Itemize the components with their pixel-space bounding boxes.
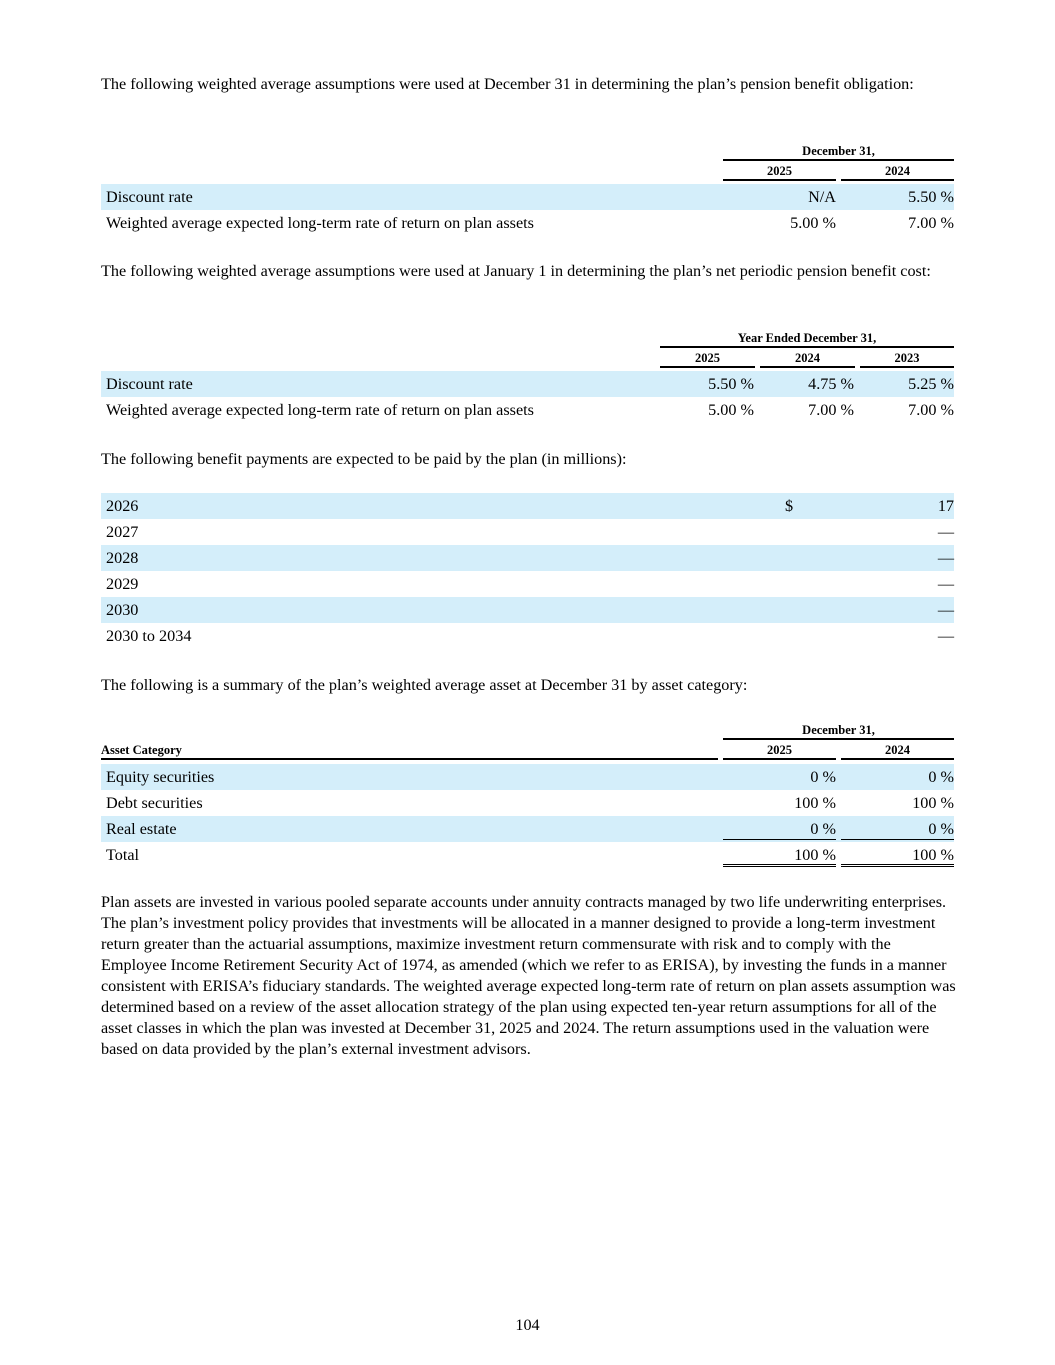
table1-group-header: December 31, [723,143,954,161]
row-label: Total [106,846,140,864]
total-double-rule [723,864,836,867]
subtotal-rule [841,839,954,840]
payment-value: — [937,523,954,541]
table-row [101,371,954,397]
paragraph-cost-assumptions: The following weighted average assumptions were used at January 1 in determining the plan’s net periodic pension benefit cost: [101,262,931,280]
asset-category-table [101,722,954,872]
value-2024: 5.50 % [908,188,954,206]
row-label: Discount rate [106,188,193,206]
value-2024: 7.00 % [908,214,954,232]
obligation-assumptions-table [101,143,954,235]
table-row [101,184,954,210]
paragraph-benefit-payments: The following benefit payments are expected to be paid by the plan (in millions): [101,450,627,468]
table-row [101,493,954,519]
value-2025: N/A [808,188,836,206]
table2-year-header: 2023 [860,350,954,368]
table4-year-header: 2024 [841,742,954,760]
value-2024: 7.00 % [808,401,854,419]
value-2024: 100 % [912,794,954,812]
row-label: 2029 [106,575,139,593]
payment-value: 17 [937,497,954,515]
currency-symbol: $ [785,497,794,515]
row-label: Equity securities [106,768,215,786]
table-row [101,397,954,423]
table2-year-header: 2024 [760,350,855,368]
payment-value: — [937,627,954,645]
paragraph-plan-assets: Plan assets are invested in various pooled separate accounts under annuity contracts managed by two life underwriting enterprises. The plan’s investment policy provides that investments will be allocated in a manner designed to provide a long-term investment return greater than the actuarial assumptions, maximize investment return commensurate with risk and to comply with the Employee Income Retirement Security Act of 1974, as amended (which we refer to as ERISA), by investing the funds in a manner consistent with ERISA’s fiduciary standards. The weighted average expected long-term rate of return on plan assets assumption was determined based on a review of the asset allocation strategy of the plan using expected ten-year return assumptions for all of the asset classes in which the plan was invested at December 31, 2025 and 2024. The return assumptions used in the valuation were based on data provided by the plan’s external investment advisors. [101,893,956,1058]
benefit-payments-table [101,493,954,649]
table-row [101,790,954,816]
page-number: 104 [515,1316,540,1334]
table1-year-header: 2025 [723,163,836,181]
table-row [101,623,954,649]
table2-group-header: Year Ended December 31, [660,330,954,348]
value-2025: 100 % [794,846,836,864]
row-label: Debt securities [106,794,203,812]
row-label: Weighted average expected long-term rate of return on plan assets [106,214,534,232]
row-label: 2028 [106,549,139,567]
row-label: Real estate [106,820,177,838]
paragraph-obligation-assumptions: The following weighted average assumptions were used at December 31 in determining the plan’s pension benefit obligation: [101,75,914,93]
table2-year-header: 2025 [660,350,755,368]
cost-assumptions-table [101,330,954,422]
row-label: Weighted average expected long-term rate of return on plan assets [106,401,534,419]
payment-value: — [937,549,954,567]
value-2025: 5.00 % [790,214,836,232]
total-double-rule [841,864,954,867]
value-2024: 0 % [928,820,954,838]
value-2025: 5.50 % [708,375,754,393]
table4-year-header: 2025 [723,742,836,760]
paragraph-asset-summary: The following is a summary of the plan’s weighted average asset at December 31 by asset category: [101,676,748,694]
value-2025: 0 % [810,768,836,786]
payment-value: — [937,601,954,619]
table-row [101,519,954,545]
value-2024: 4.75 % [808,375,854,393]
row-label: Discount rate [106,375,193,393]
table-row [101,597,954,623]
row-label: 2026 [106,497,139,515]
row-label: 2030 [106,601,139,619]
value-2023: 5.25 % [908,375,954,393]
value-2025: 0 % [810,820,836,838]
table-row [101,545,954,571]
table1-year-header: 2024 [841,163,954,181]
subtotal-rule [723,839,836,840]
value-2023: 7.00 % [908,401,954,419]
table-row [101,571,954,597]
table-row [101,764,954,790]
value-2025: 5.00 % [708,401,754,419]
table-row [101,210,954,236]
value-2025: 100 % [794,794,836,812]
value-2024: 0 % [928,768,954,786]
asset-category-header: Asset Category [101,742,718,760]
value-2024: 100 % [912,846,954,864]
row-label: 2027 [106,523,139,541]
table4-group-header: December 31, [723,722,954,740]
row-label: 2030 to 2034 [106,627,192,645]
payment-value: — [937,575,954,593]
